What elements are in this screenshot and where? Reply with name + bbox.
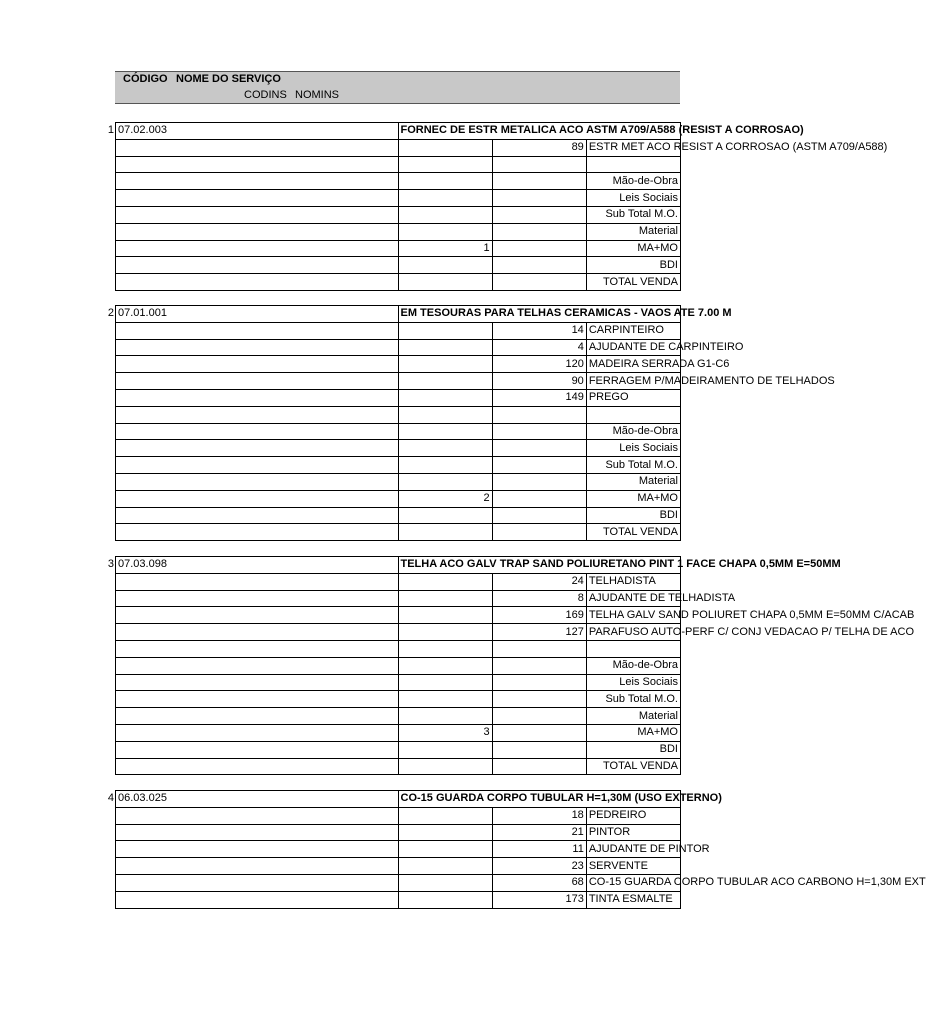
table-cell	[398, 339, 492, 356]
table-cell	[492, 507, 586, 524]
summary-row	[116, 691, 681, 708]
service-title: FORNEC DE ESTR METALICA ACO ASTM A709/A588 (RESIST A CORROSAO)	[398, 123, 681, 140]
summary-label: Mão-de-Obra	[586, 423, 680, 440]
table-cell	[116, 824, 399, 841]
table-cell	[116, 389, 399, 406]
table-cell	[116, 473, 399, 490]
summary-label: Mão-de-Obra	[586, 657, 680, 674]
service-table	[115, 122, 888, 291]
table-cell	[398, 573, 492, 590]
section-title-row	[116, 791, 681, 808]
table-cell	[398, 206, 492, 223]
summary-row	[116, 708, 681, 725]
table-cell	[398, 156, 492, 173]
table-row	[116, 891, 681, 908]
table-cell	[398, 322, 492, 339]
table-header	[115, 71, 680, 104]
item-codins: 14	[492, 322, 586, 339]
summary-label: Sub Total M.O.	[586, 691, 680, 708]
table-cell	[398, 373, 492, 390]
item-nomins: AJUDANTE DE PINTOR	[586, 841, 680, 858]
table-row	[116, 874, 681, 891]
table-cell	[116, 373, 399, 390]
table-cell	[116, 724, 399, 741]
service-code: 07.02.003	[116, 123, 399, 140]
summary-row	[116, 674, 681, 691]
table-cell	[398, 190, 492, 207]
summary-label: MA+MO	[586, 240, 680, 257]
summary-label: BDI	[586, 257, 680, 274]
table-cell	[116, 223, 399, 240]
item-codins: 24	[492, 573, 586, 590]
table-cell	[492, 406, 586, 423]
table-cell	[492, 156, 586, 173]
table-row	[116, 841, 681, 858]
summary-row	[116, 741, 681, 758]
table-cell	[398, 874, 492, 891]
item-codins: 8	[492, 590, 586, 607]
table-cell	[398, 590, 492, 607]
table-row	[116, 339, 681, 356]
table-cell	[492, 240, 586, 257]
table-cell	[398, 389, 492, 406]
item-codins: 68	[492, 874, 586, 891]
summary-label: Sub Total M.O.	[586, 206, 680, 223]
service-index: 2	[398, 490, 492, 507]
table-cell	[492, 223, 586, 240]
table-row	[116, 356, 681, 373]
table-row	[116, 156, 681, 173]
table-cell	[116, 891, 399, 908]
service-title: TELHA ACO GALV TRAP SAND POLIURETANO PINT 1 FACE CHAPA 0,5MM E=50MM	[398, 557, 681, 574]
table-cell	[492, 490, 586, 507]
table-cell	[398, 423, 492, 440]
item-codins: 120	[492, 356, 586, 373]
table-cell	[398, 640, 492, 657]
table-cell	[492, 190, 586, 207]
table-cell	[116, 741, 399, 758]
table-row	[116, 389, 681, 406]
item-codins: 11	[492, 841, 586, 858]
item-nomins: AJUDANTE DE CARPINTEIRO	[586, 339, 680, 356]
table-cell	[492, 741, 586, 758]
summary-label: Leis Sociais	[586, 190, 680, 207]
table-cell	[398, 708, 492, 725]
summary-row	[116, 490, 681, 507]
header-nomins: NOMINS	[295, 89, 339, 101]
table-row	[116, 858, 681, 875]
item-nomins: PEDREIRO	[586, 807, 680, 824]
table-cell	[398, 457, 492, 474]
table-cell	[492, 457, 586, 474]
table-cell	[116, 640, 399, 657]
item-nomins: PARAFUSO AUTO-PERF C/ CONJ VEDACAO P/ TELHA DE ACO	[586, 624, 680, 641]
table-cell	[492, 657, 586, 674]
table-cell	[586, 640, 680, 657]
table-cell	[492, 674, 586, 691]
service-title: EM TESOURAS PARA TELHAS CERAMICAS - VAOS ATE 7.00 M	[398, 306, 681, 323]
item-codins: 23	[492, 858, 586, 875]
table-row	[116, 573, 681, 590]
table-cell	[492, 640, 586, 657]
table-cell	[116, 573, 399, 590]
table-cell	[116, 758, 399, 775]
summary-label: Leis Sociais	[586, 674, 680, 691]
summary-label: TOTAL VENDA	[586, 524, 680, 541]
table-cell	[116, 206, 399, 223]
table-cell	[492, 423, 586, 440]
summary-row	[116, 223, 681, 240]
item-nomins: AJUDANTE DE TELHADISTA	[586, 590, 680, 607]
section-number: 1	[107, 124, 114, 136]
table-cell	[116, 139, 399, 156]
table-cell	[116, 490, 399, 507]
table-cell	[492, 708, 586, 725]
header-codins: CODINS	[244, 89, 287, 101]
service-code: 07.03.098	[116, 557, 399, 574]
item-nomins: TELHA GALV SAND POLIURET CHAPA 0,5MM E=50MM C/ACAB	[586, 607, 680, 624]
service-index: 1	[398, 240, 492, 257]
summary-label: BDI	[586, 741, 680, 758]
item-codins: 127	[492, 624, 586, 641]
section-title-row	[116, 306, 681, 323]
table-cell	[116, 423, 399, 440]
table-cell	[492, 724, 586, 741]
table-cell	[116, 457, 399, 474]
service-table	[115, 556, 915, 775]
table-cell	[116, 708, 399, 725]
summary-label: Leis Sociais	[586, 440, 680, 457]
table-row	[116, 824, 681, 841]
item-codins: 18	[492, 807, 586, 824]
table-cell	[398, 607, 492, 624]
item-codins: 4	[492, 339, 586, 356]
table-cell	[398, 139, 492, 156]
summary-row	[116, 423, 681, 440]
table-cell	[398, 758, 492, 775]
summary-row	[116, 274, 681, 291]
summary-row	[116, 440, 681, 457]
table-cell	[116, 624, 399, 641]
service-table	[115, 790, 926, 909]
table-row	[116, 624, 681, 641]
table-cell	[492, 524, 586, 541]
table-row	[116, 139, 681, 156]
table-cell	[398, 473, 492, 490]
item-codins: 90	[492, 373, 586, 390]
table-cell	[116, 274, 399, 291]
table-cell	[492, 691, 586, 708]
item-codins: 173	[492, 891, 586, 908]
summary-label: TOTAL VENDA	[586, 758, 680, 775]
table-cell	[116, 874, 399, 891]
item-codins: 169	[492, 607, 586, 624]
service-table	[115, 305, 835, 541]
item-nomins: TINTA ESMALTE	[586, 891, 680, 908]
table-cell	[398, 440, 492, 457]
item-nomins: MADEIRA SERRADA G1-C6	[586, 356, 680, 373]
table-cell	[116, 406, 399, 423]
summary-label: Material	[586, 473, 680, 490]
summary-row	[116, 173, 681, 190]
summary-label: TOTAL VENDA	[586, 274, 680, 291]
table-cell	[492, 440, 586, 457]
table-cell	[116, 524, 399, 541]
summary-row	[116, 724, 681, 741]
table-cell	[398, 691, 492, 708]
section-number: 3	[107, 558, 114, 570]
table-cell	[116, 841, 399, 858]
table-cell	[116, 807, 399, 824]
table-cell	[398, 274, 492, 291]
table-cell	[398, 356, 492, 373]
summary-row	[116, 758, 681, 775]
table-cell	[116, 339, 399, 356]
table-cell	[492, 257, 586, 274]
section-title-row	[116, 123, 681, 140]
item-codins: 149	[492, 389, 586, 406]
table-row	[116, 807, 681, 824]
table-row	[116, 607, 681, 624]
summary-row	[116, 257, 681, 274]
summary-label: Sub Total M.O.	[586, 457, 680, 474]
summary-row	[116, 507, 681, 524]
table-cell	[398, 624, 492, 641]
summary-row	[116, 657, 681, 674]
table-cell	[116, 190, 399, 207]
table-cell	[398, 657, 492, 674]
item-nomins: CARPINTEIRO	[586, 322, 680, 339]
table-row	[116, 406, 681, 423]
header-nome-servico: NOME DO SERVIÇO	[176, 73, 281, 85]
item-codins: 21	[492, 824, 586, 841]
table-cell	[116, 173, 399, 190]
summary-label: MA+MO	[586, 724, 680, 741]
table-row	[116, 590, 681, 607]
table-cell	[398, 674, 492, 691]
table-cell	[398, 824, 492, 841]
table-cell	[398, 891, 492, 908]
item-nomins: TELHADISTA	[586, 573, 680, 590]
summary-row	[116, 190, 681, 207]
section-title-row	[116, 557, 681, 574]
item-codins: 89	[492, 139, 586, 156]
table-row	[116, 640, 681, 657]
item-nomins: PREGO	[586, 389, 680, 406]
table-cell	[492, 758, 586, 775]
service-title: CO-15 GUARDA CORPO TUBULAR H=1,30M (USO EXTERNO)	[398, 791, 681, 808]
table-cell	[586, 156, 680, 173]
table-cell	[586, 406, 680, 423]
table-row	[116, 373, 681, 390]
header-codigo: CÓDIGO	[123, 73, 168, 85]
summary-row	[116, 524, 681, 541]
table-cell	[492, 274, 586, 291]
service-code: 07.01.001	[116, 306, 399, 323]
service-index: 3	[398, 724, 492, 741]
table-cell	[116, 607, 399, 624]
summary-row	[116, 206, 681, 223]
item-nomins: ESTR MET ACO RESIST A CORROSAO (ASTM A709/A588)	[586, 139, 680, 156]
summary-row	[116, 457, 681, 474]
summary-row	[116, 240, 681, 257]
summary-row	[116, 473, 681, 490]
table-cell	[492, 173, 586, 190]
item-nomins: FERRAGEM P/MADEIRAMENTO DE TELHADOS	[586, 373, 680, 390]
summary-label: MA+MO	[586, 490, 680, 507]
table-cell	[398, 858, 492, 875]
table-cell	[398, 257, 492, 274]
table-cell	[116, 156, 399, 173]
service-code: 06.03.025	[116, 791, 399, 808]
table-cell	[116, 507, 399, 524]
table-cell	[398, 524, 492, 541]
table-cell	[116, 590, 399, 607]
table-cell	[398, 807, 492, 824]
table-cell	[398, 507, 492, 524]
item-nomins: PINTOR	[586, 824, 680, 841]
table-cell	[116, 240, 399, 257]
table-cell	[116, 440, 399, 457]
section-number: 4	[107, 792, 114, 804]
table-cell	[492, 206, 586, 223]
table-cell	[398, 741, 492, 758]
item-nomins: SERVENTE	[586, 858, 680, 875]
summary-label: Material	[586, 223, 680, 240]
table-cell	[398, 841, 492, 858]
section-number: 2	[107, 307, 114, 319]
table-cell	[398, 406, 492, 423]
table-cell	[116, 858, 399, 875]
table-cell	[116, 356, 399, 373]
item-nomins: CO-15 GUARDA CORPO TUBULAR ACO CARBONO H=1,30M EXT	[586, 874, 680, 891]
table-cell	[116, 691, 399, 708]
table-row	[116, 322, 681, 339]
table-cell	[116, 322, 399, 339]
table-cell	[398, 223, 492, 240]
table-cell	[398, 173, 492, 190]
table-cell	[492, 473, 586, 490]
summary-label: Mão-de-Obra	[586, 173, 680, 190]
summary-label: BDI	[586, 507, 680, 524]
table-cell	[116, 257, 399, 274]
summary-label: Material	[586, 708, 680, 725]
table-cell	[116, 657, 399, 674]
table-cell	[116, 674, 399, 691]
